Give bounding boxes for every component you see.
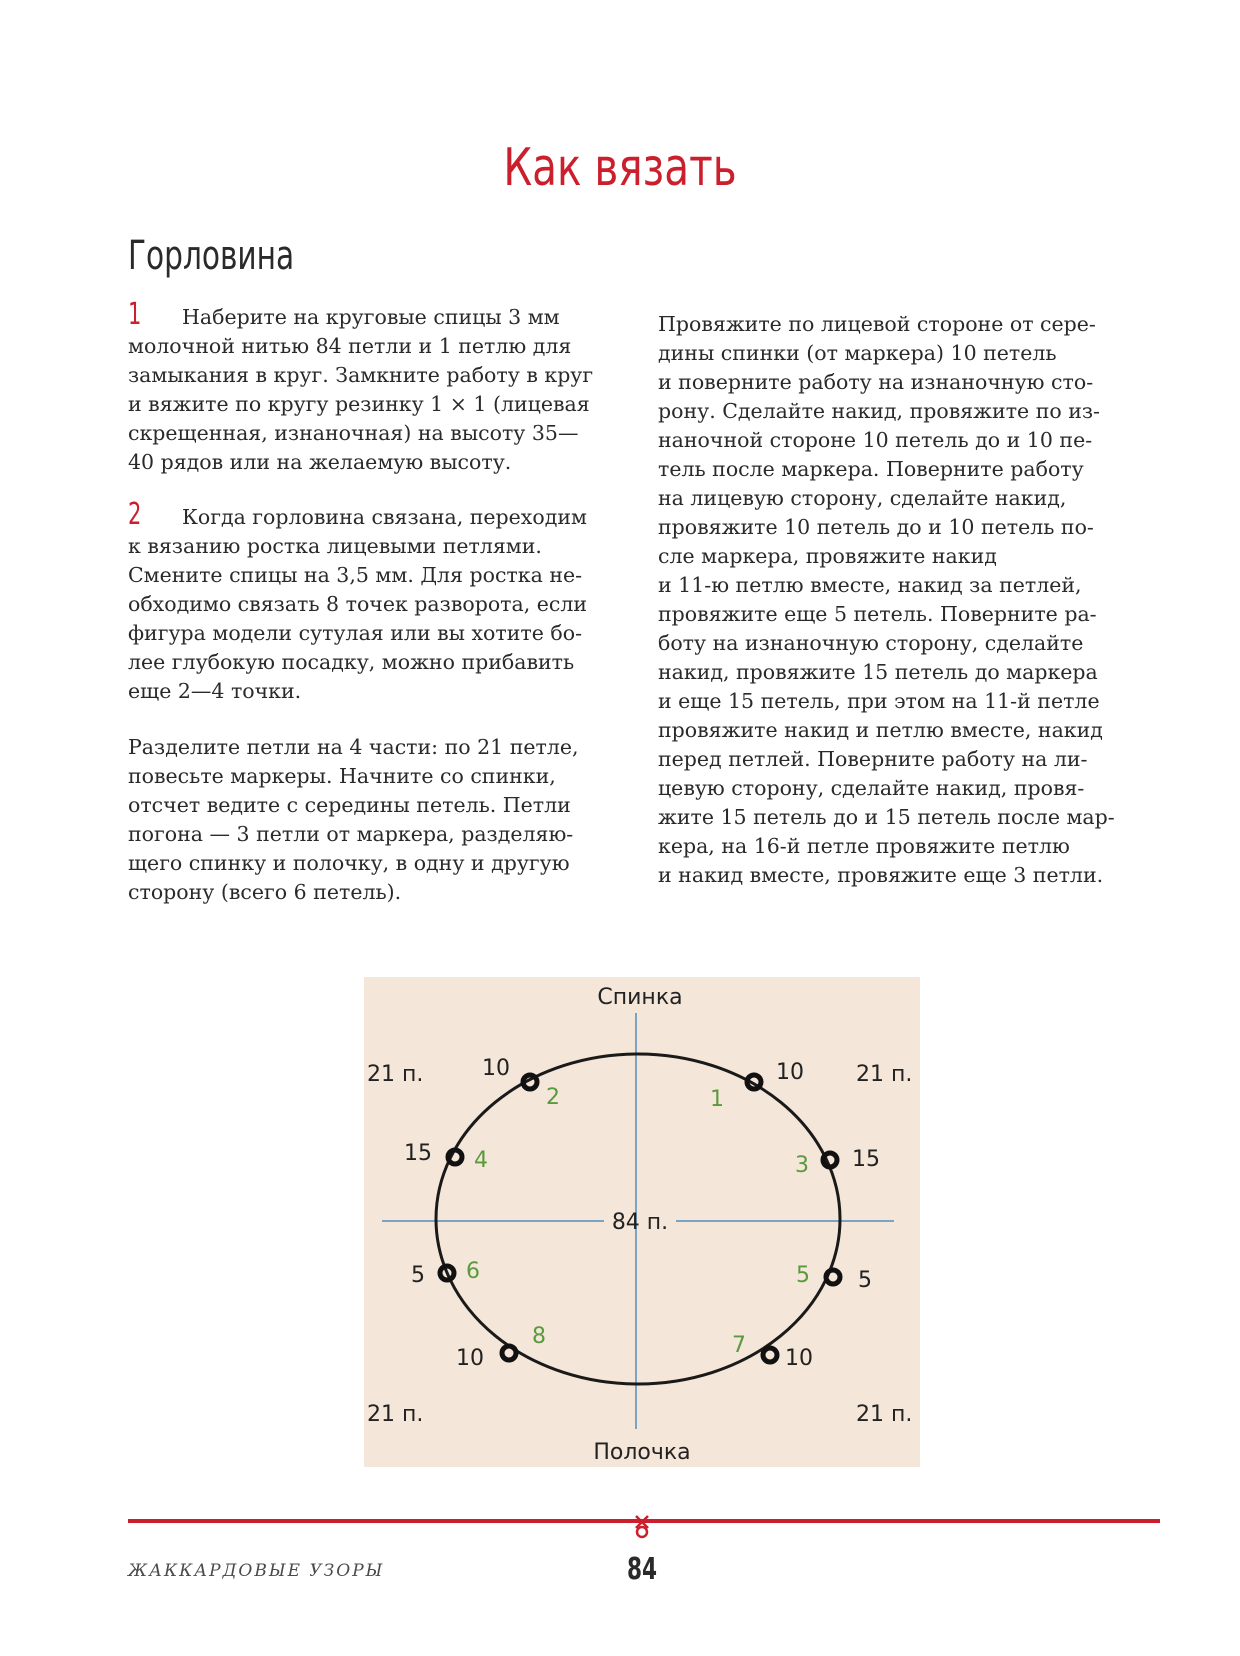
neckline-diagram (364, 977, 920, 1467)
turn-number: 1 (710, 1087, 724, 1112)
text-line: Когда горловина связана, переходим (182, 505, 587, 529)
text-line: тель после маркера. Поверните работу (658, 457, 1084, 481)
text-line: Наберите на круговые спицы 3 мм (182, 305, 560, 329)
stitch-count-label: 10 (776, 1060, 804, 1085)
turn-number: 3 (795, 1153, 809, 1178)
marker-dot (747, 1075, 761, 1089)
text-line: к вязанию ростка лицевыми петлями. (128, 534, 542, 558)
text-line: и поверните работу на изнаночную сто- (658, 370, 1094, 394)
page-title: Как вязать (503, 138, 737, 198)
marker-dot (502, 1346, 516, 1360)
text-line: лее глубокую посадку, можно прибавить (128, 650, 575, 674)
quarter-label: 21 п. (367, 1062, 424, 1087)
text-line: дины спинки (от маркера) 10 петель (658, 341, 1057, 365)
text-line: отсчет ведите с середины петель. Петли (128, 793, 571, 817)
text-line: жите 15 петель до и 15 петель после мар- (658, 805, 1115, 829)
footer-ornament-icon (632, 1512, 652, 1546)
stitch-count-label: 10 (785, 1346, 813, 1371)
text-line: провяжите 10 петель до и 10 петель по- (658, 515, 1094, 539)
text-line: цевую сторону, сделайте накид, провя- (658, 776, 1085, 800)
book-title: ЖАККАРДОВЫЕ УЗОРЫ (128, 1561, 385, 1581)
text-line: сле маркера, провяжите накид (658, 544, 997, 568)
left-column (128, 297, 628, 907)
text-line: и 11-ю петлю вместе, накид за петлей, (658, 573, 1082, 597)
step-2 (128, 497, 628, 706)
text-line: наночной стороне 10 петель до и 10 пе- (658, 428, 1093, 452)
neckline-diagram-svg (364, 977, 920, 1467)
text-line: скрещенная, изнаночная) на высоту 35— (128, 421, 579, 445)
stitch-count-label: 5 (411, 1263, 425, 1288)
step-number: 2 (128, 497, 142, 532)
turn-number: 2 (546, 1085, 560, 1110)
text-line: еще 2—4 точки. (128, 679, 302, 703)
step-number: 1 (128, 297, 142, 332)
text-line: замыкания в круг. Замкните работу в круг (128, 363, 594, 387)
text-line: сторону (всего 6 петель). (128, 880, 402, 904)
quarter-label: 21 п. (856, 1062, 913, 1087)
text-line: Провяжите по лицевой стороне от сере- (658, 312, 1096, 336)
quarter-label: 21 п. (856, 1402, 913, 1427)
quarter-label: 21 п. (367, 1402, 424, 1427)
text-line: и накид вместе, провяжите еще 3 петли. (658, 863, 1104, 887)
text-line: перед петлей. Поверните работу на ли- (658, 747, 1088, 771)
text-line: погона — 3 петли от маркера, разделяю- (128, 822, 574, 846)
section-title: Горловина (128, 233, 295, 279)
paragraph-instructions (658, 310, 1158, 890)
text-line: обходимо связать 8 точек разворота, если (128, 592, 588, 616)
step-1 (128, 297, 628, 477)
text-line: фигура модели сутулая или вы хотите бо- (128, 621, 583, 645)
page-number: 84 (626, 1552, 658, 1587)
stitch-count-label: 5 (858, 1268, 872, 1293)
paragraph-markers (128, 733, 628, 907)
turn-number: 6 (466, 1259, 480, 1284)
marker-dot (763, 1348, 777, 1362)
right-column (658, 310, 1158, 890)
text-line: 40 рядов или на желаемую высоту. (128, 450, 512, 474)
stitch-count-label: 15 (404, 1141, 432, 1166)
text-line: и вяжите по кругу резинку 1 × 1 (лицевая (128, 392, 590, 416)
stitch-count-label: 15 (852, 1147, 880, 1172)
turn-number: 4 (474, 1148, 488, 1173)
text-line: молочной нитью 84 петли и 1 петлю для (128, 334, 572, 358)
text-line: рону. Сделайте накид, провяжите по из- (658, 399, 1100, 423)
turn-number: 7 (732, 1333, 746, 1358)
turn-number: 5 (796, 1263, 810, 1288)
stitch-count-label: 10 (456, 1346, 484, 1371)
total-stitches-label: 84 п. (611, 1210, 669, 1235)
marker-dot (826, 1270, 840, 1284)
text-line: боту на изнаночную сторону, сделайте (658, 631, 1084, 655)
marker-dot (448, 1150, 462, 1164)
turn-number: 8 (532, 1324, 546, 1349)
stitch-count-label: 10 (482, 1056, 510, 1081)
text-line: Разделите петли на 4 части: по 21 петле, (128, 735, 579, 759)
text-line: и еще 15 петель, при этом на 11-й петле (658, 689, 1100, 713)
text-line: повесьте маркеры. Начните со спинки, (128, 764, 556, 788)
text-line: щего спинку и полочку, в одну и другую (128, 851, 570, 875)
text-line: Смените спицы на 3,5 мм. Для ростка не- (128, 563, 583, 587)
marker-dot (523, 1075, 537, 1089)
text-line: провяжите накид и петлю вместе, накид (658, 718, 1103, 742)
text-line: на лицевую сторону, сделайте накид, (658, 486, 1067, 510)
front-label: Полочка (593, 1440, 691, 1465)
back-label: Спинка (597, 985, 683, 1010)
text-line: провяжите еще 5 петель. Поверните ра- (658, 602, 1097, 626)
text-line: накид, провяжите 15 петель до маркера (658, 660, 1098, 684)
marker-dot (823, 1153, 837, 1167)
text-line: кера, на 16-й петле провяжите петлю (658, 834, 1070, 858)
